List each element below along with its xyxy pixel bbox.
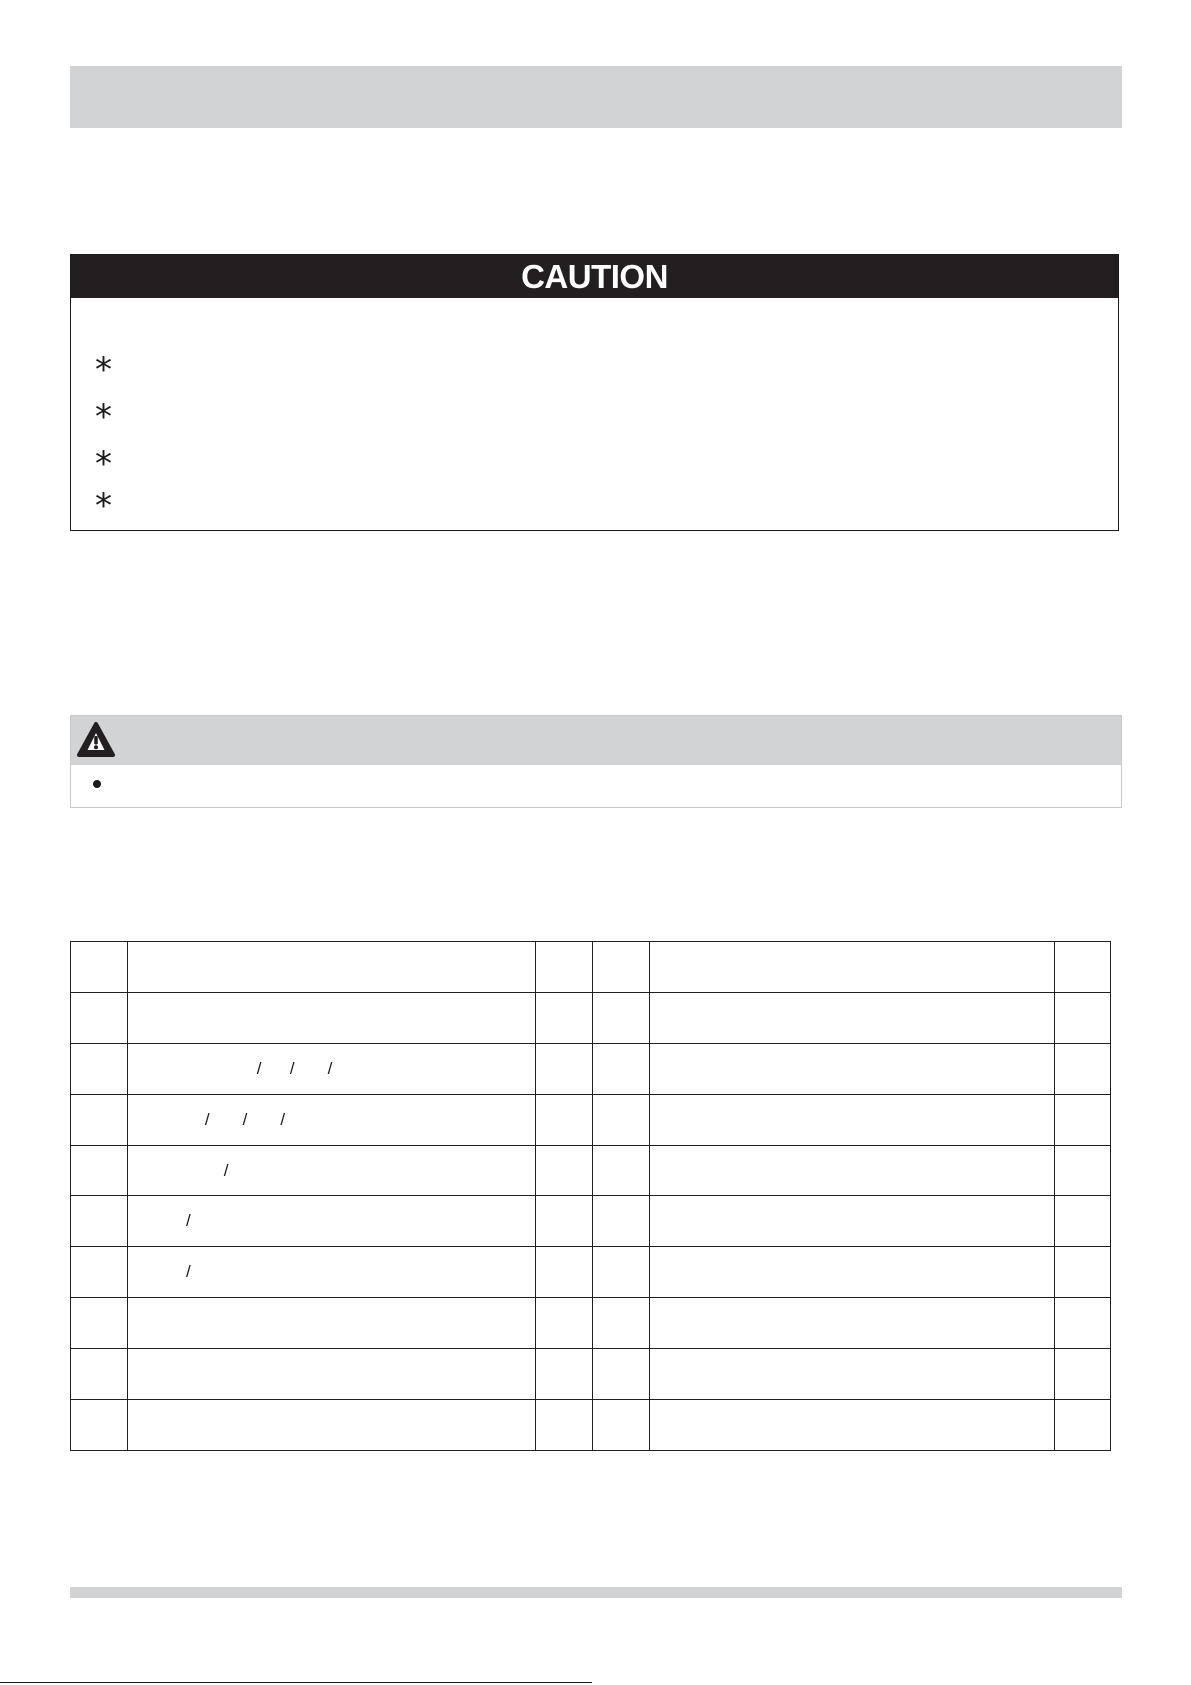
table-cell: [536, 1094, 593, 1145]
table-cell: /: [128, 1196, 536, 1247]
table-cell: [593, 1196, 650, 1247]
table-cell: [71, 992, 128, 1043]
table-cell: [71, 1196, 128, 1247]
table-cell: [128, 1298, 536, 1349]
table-cell: [536, 1145, 593, 1196]
table-cell: [71, 1247, 128, 1298]
table-cell: [593, 942, 650, 993]
table-cell: [536, 1400, 593, 1451]
table-row: [71, 942, 1111, 993]
footer-band: [70, 1587, 1122, 1598]
table-cell: [128, 1349, 536, 1400]
caution-item: [95, 486, 1095, 526]
table-cell: [1055, 1247, 1111, 1298]
asterisk-marker: *: [95, 397, 112, 437]
caution-item: [95, 350, 1095, 390]
table-cell: [1055, 1145, 1111, 1196]
table-cell: [593, 1298, 650, 1349]
table-row: [71, 992, 1111, 1043]
table-cell: [650, 1145, 1055, 1196]
table-cell: [1055, 992, 1111, 1043]
table-row: [71, 1349, 1111, 1400]
asterisk-marker: *: [95, 486, 112, 526]
table-cell: [593, 1400, 650, 1451]
table-row: [71, 1298, 1111, 1349]
table-cell: [536, 942, 593, 993]
table-cell: [71, 942, 128, 993]
table-cell: /: [128, 1145, 536, 1196]
caution-item: [95, 444, 1095, 484]
table-cell: [1055, 1196, 1111, 1247]
table-cell: / / /: [128, 1043, 536, 1094]
caution-title: CAUTION: [71, 255, 1118, 298]
table-cell: [71, 1094, 128, 1145]
caution-item: [95, 397, 1095, 437]
table-cell: [128, 1400, 536, 1451]
table-cell: [71, 1400, 128, 1451]
table-cell: [1055, 1298, 1111, 1349]
table-cell: [650, 1094, 1055, 1145]
table-cell: [536, 1043, 593, 1094]
table-cell: [593, 1145, 650, 1196]
warning-box: [70, 715, 1122, 808]
table-cell: [1055, 1094, 1111, 1145]
table-cell: [650, 1247, 1055, 1298]
warning-list-item: [93, 768, 1093, 800]
table-cell: [128, 942, 536, 993]
table-row: [71, 1094, 1111, 1145]
asterisk-marker: *: [95, 444, 112, 484]
table-row: [71, 1145, 1111, 1196]
table-cell: [593, 1043, 650, 1094]
table-cell: [128, 992, 536, 1043]
table-row: [71, 1400, 1111, 1451]
table-cell: [593, 992, 650, 1043]
warning-triangle-icon: [76, 721, 116, 759]
table-cell: [71, 1298, 128, 1349]
table-row: [71, 1043, 1111, 1094]
table-cell: [536, 1349, 593, 1400]
header-band: [70, 66, 1122, 128]
table-cell: [71, 1043, 128, 1094]
table-cell: [1055, 1400, 1111, 1451]
table-cell: [650, 1400, 1055, 1451]
bottom-rule: [0, 1682, 592, 1683]
caution-box: [70, 254, 1119, 531]
table-cell: / / /: [128, 1094, 536, 1145]
bullet-icon: [93, 780, 101, 788]
table-cell: [71, 1145, 128, 1196]
table-cell: [650, 1196, 1055, 1247]
table-cell: [650, 1298, 1055, 1349]
table-cell: [1055, 942, 1111, 993]
table-cell: [536, 992, 593, 1043]
warning-header: [71, 716, 1121, 765]
table-cell: [650, 942, 1055, 993]
table-cell: [1055, 1349, 1111, 1400]
table-cell: [1055, 1043, 1111, 1094]
table-cell: [650, 992, 1055, 1043]
table-cell: [593, 1349, 650, 1400]
table-cell: [593, 1247, 650, 1298]
table-cell: [593, 1094, 650, 1145]
table-cell: [650, 1349, 1055, 1400]
table-cell: [536, 1298, 593, 1349]
table-cell: [536, 1196, 593, 1247]
table-row: [71, 1247, 1111, 1298]
parts-table: [70, 941, 1111, 1451]
asterisk-marker: *: [95, 350, 112, 390]
table-row: [71, 1196, 1111, 1247]
table-cell: [71, 1349, 128, 1400]
table-cell: [650, 1043, 1055, 1094]
table-cell: /: [128, 1247, 536, 1298]
table-cell: [536, 1247, 593, 1298]
